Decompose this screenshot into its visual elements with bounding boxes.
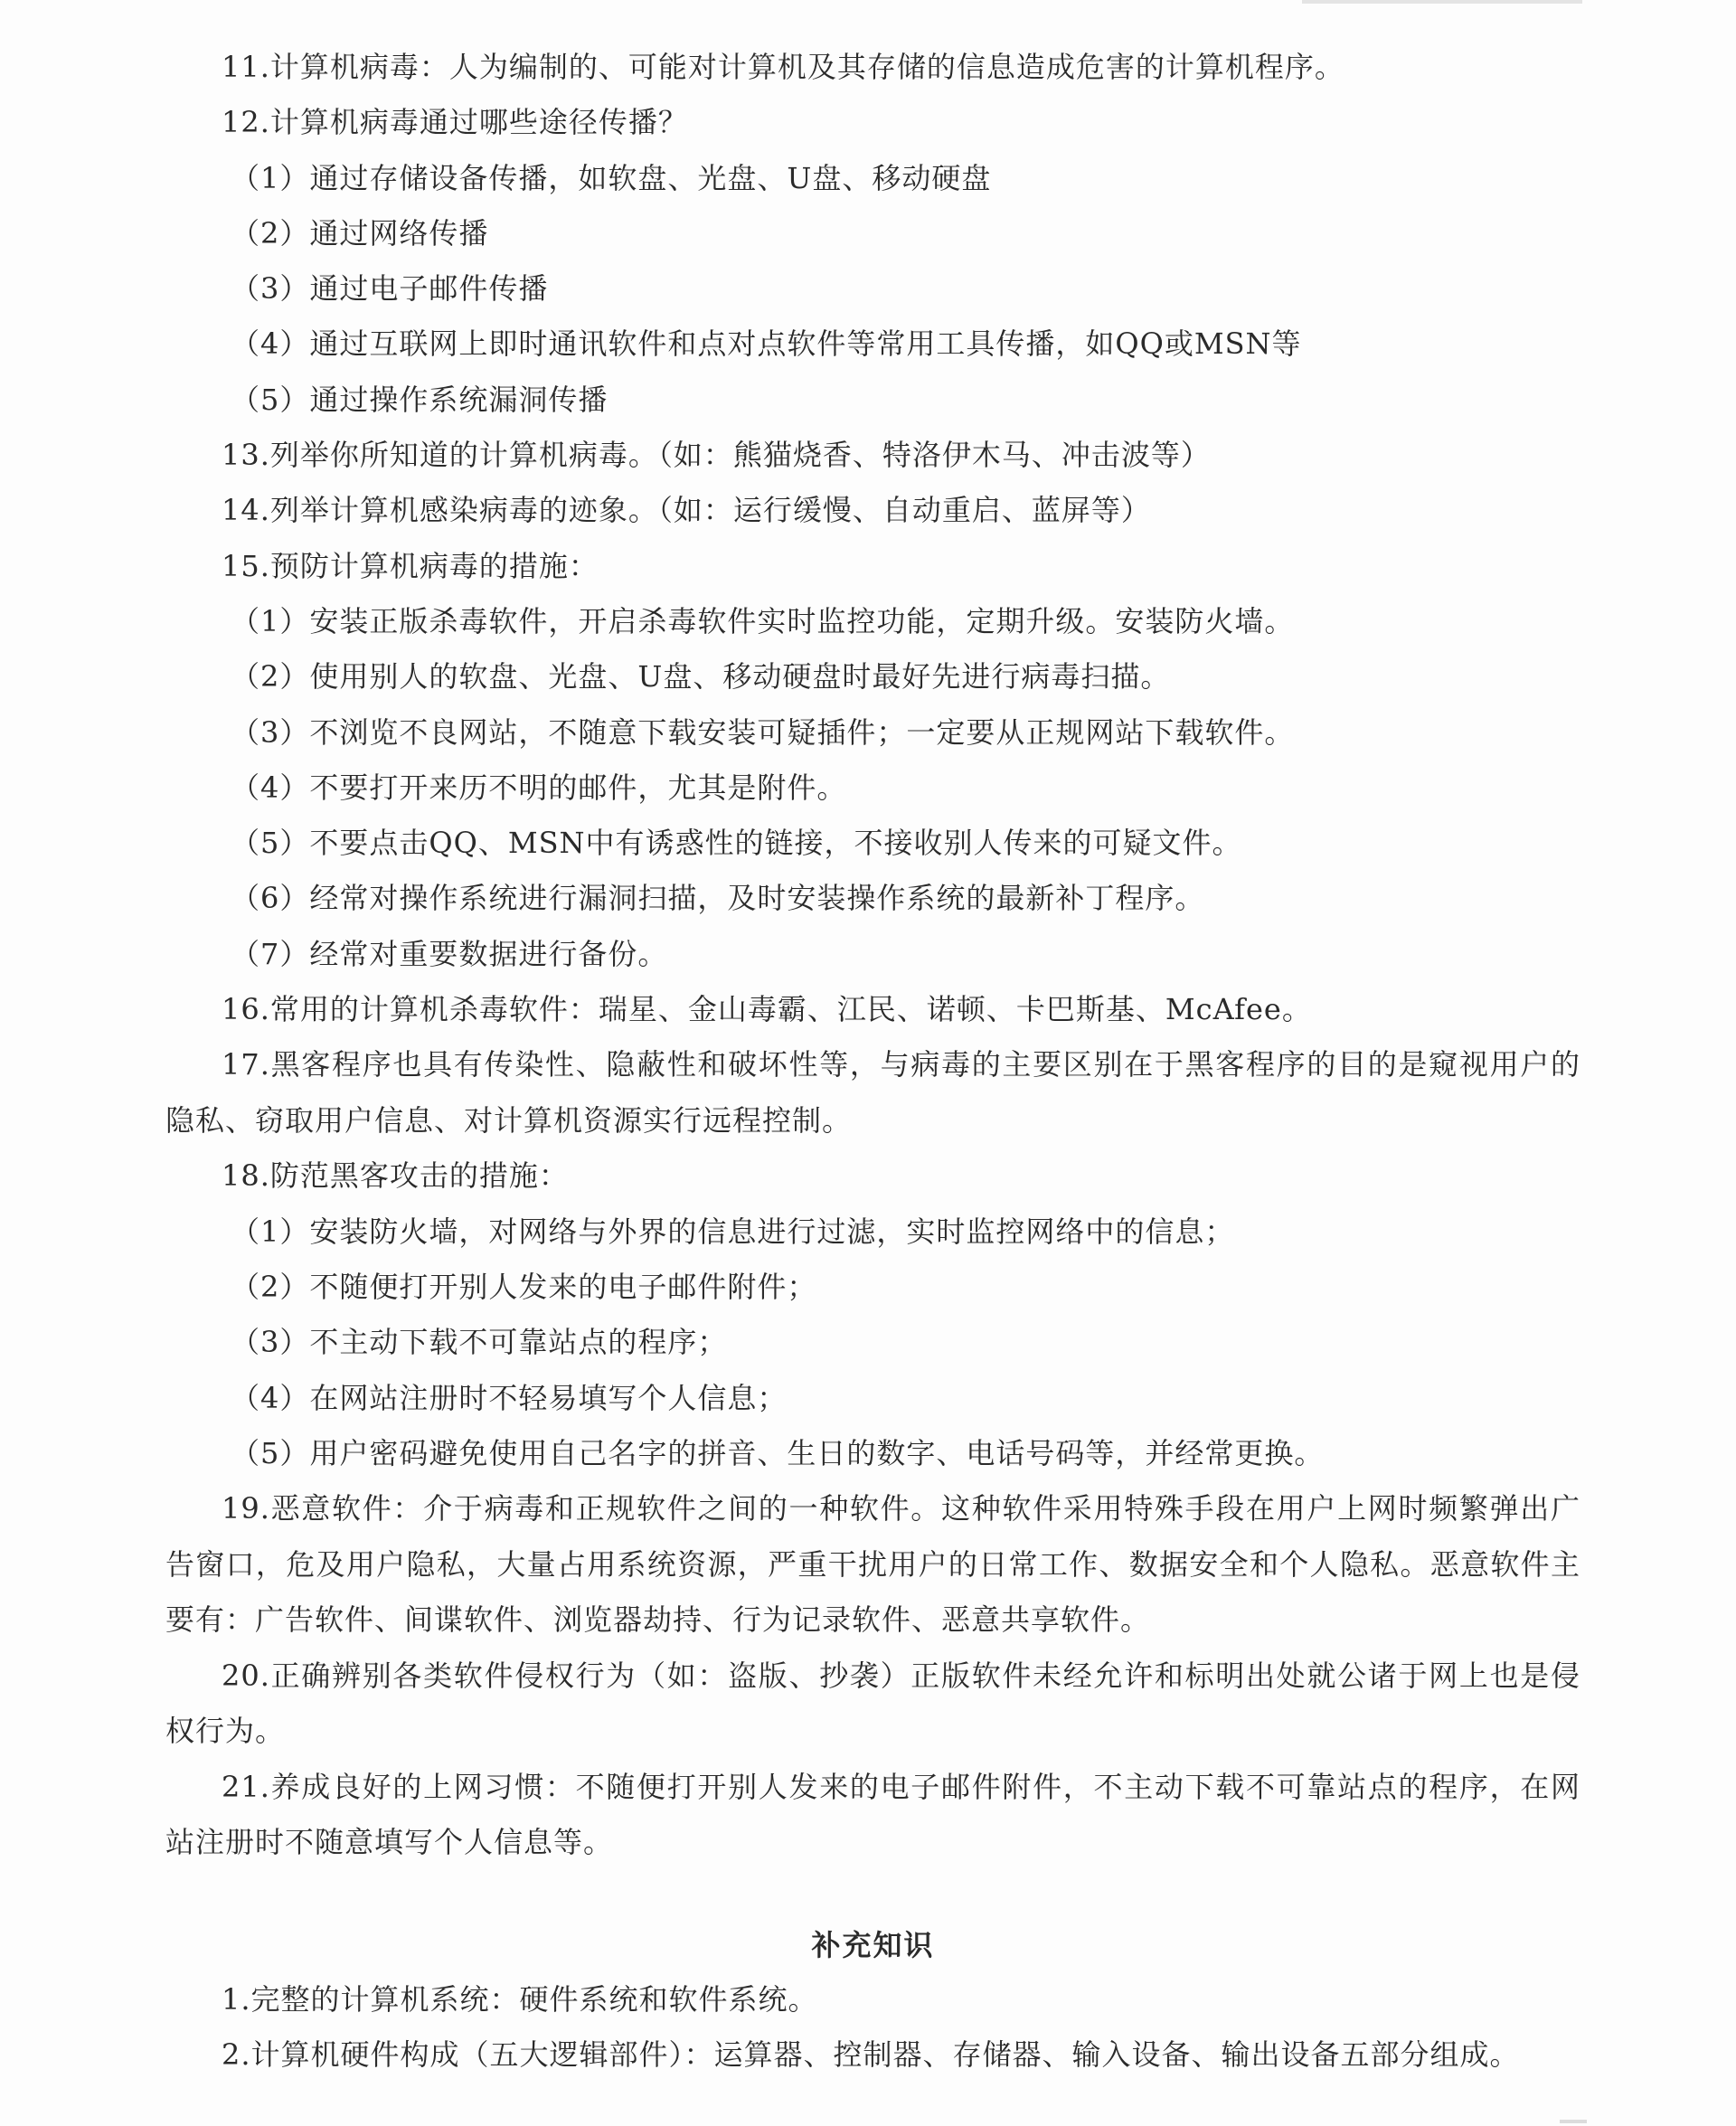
- item-15-sub-5: （5）不要点击QQ、MSN中有诱惑性的链接，不接收别人传来的可疑文件。: [231, 826, 1242, 861]
- item-20: 20.正确辨别各类软件侵权行为（如：盗版、抄袭）正版软件未经允许和标明出处就公诸于网上也是侵权行为。: [165, 1658, 1580, 1749]
- item-15-sub-3: （3）不浏览不良网站，不随意下载安装可疑插件；一定要从正规网站下载软件。: [231, 714, 1295, 750]
- item-12-sub-4: （4）通过互联网上即时通讯软件和点对点软件等常用工具传播，如QQ或MSN等: [231, 326, 1302, 362]
- supplement-item-1: 1.完整的计算机系统：硬件系统和软件系统。: [222, 1981, 818, 2017]
- item-16: 16.常用的计算机杀毒软件：瑞星、金山毒霸、江民、诺顿、卡巴斯基、McAfee。: [222, 992, 1312, 1027]
- item-17: 17.黑客程序也具有传染性、隐蔽性和破坏性等，与病毒的主要区别在于黑客程序的目的是窥视用户的隐私、窃取用户信息、对计算机资源实行远程控制。: [165, 1047, 1580, 1138]
- item-18-sub-4: （4）在网站注册时不轻易填写个人信息；: [231, 1380, 788, 1415]
- item-19: 19.恶意软件：介于病毒和正规软件之间的一种软件。这种软件采用特殊手段在用户上网时频繁弹出广告窗口，危及用户隐私，大量占用系统资源，严重干扰用户的日常工作、数据安全和个人隐私。恶意软件主要有：广告软件、间谍软件、浏览器劫持、行为记录软件、恶意共享软件。: [165, 1491, 1580, 1638]
- supplement-item-2: 2.计算机硬件构成（五大逻辑部件）：运算器、控制器、存储器、输入设备、输出设备五部分组成。: [222, 2036, 1520, 2072]
- item-12-sub-1: （1）通过存储设备传播，如软盘、光盘、U盘、移动硬盘: [231, 160, 992, 195]
- item-12-sub-5: （5）通过操作系统漏洞传播: [231, 382, 609, 417]
- item-15-sub-2: （2）使用别人的软盘、光盘、U盘、移动硬盘时最好先进行病毒扫描。: [231, 659, 1171, 694]
- item-18-sub-3: （3）不主动下载不可靠站点的程序；: [231, 1325, 728, 1360]
- item-18-sub-5: （5）用户密码避免使用自己名字的拼音、生日的数字、电话号码等，并经常更换。: [231, 1435, 1325, 1470]
- item-11: 11.计算机病毒：人为编制的、可能对计算机及其存储的信息造成危害的计算机程序。: [222, 50, 1344, 84]
- item-12-sub-3: （3）通过电子邮件传播: [231, 271, 549, 307]
- item-18-sub-1: （1）安装防火墙，对网络与外界的信息进行过滤，实时监控网络中的信息；: [231, 1214, 1235, 1249]
- item-15-sub-1: （1）安装正版杀毒软件，开启杀毒软件实时监控功能，定期升级。安装防火墙。: [231, 603, 1295, 638]
- item-15-sub-7: （7）经常对重要数据进行备份。: [231, 936, 668, 971]
- item-21: 21.养成良好的上网习惯：不随便打开别人发来的电子邮件附件，不主动下载不可靠站点的程序，在网站注册时不随意填写个人信息等。: [165, 1769, 1580, 1860]
- item-15: 15.预防计算机病毒的措施：: [222, 548, 599, 583]
- scan-page-corner-mark: [1560, 2120, 1587, 2123]
- item-15-sub-6: （6）经常对操作系统进行漏洞扫描，及时安装操作系统的最新补丁程序。: [231, 881, 1205, 916]
- scan-edge-mark: [1302, 0, 1582, 4]
- document-body: [165, 40, 1580, 2083]
- item-15-sub-4: （4）不要打开来历不明的邮件，尤其是附件。: [231, 770, 847, 805]
- item-12: 12.计算机病毒通过哪些途径传播？: [222, 105, 688, 140]
- item-18: 18.防范黑客攻击的措施：: [222, 1158, 569, 1194]
- item-14: 14.列举计算机感染病毒的迹象。（如：运行缓慢、自动重启、蓝屏等）: [222, 493, 1151, 528]
- item-18-sub-2: （2）不随便打开别人发来的电子邮件附件；: [231, 1269, 817, 1304]
- supplement-title: 补充知识: [811, 1927, 935, 1962]
- item-13: 13.列举你所知道的计算机病毒。（如：熊猫烧香、特洛伊木马、冲击波等）: [222, 438, 1211, 473]
- item-12-sub-2: （2）通过网络传播: [231, 215, 489, 250]
